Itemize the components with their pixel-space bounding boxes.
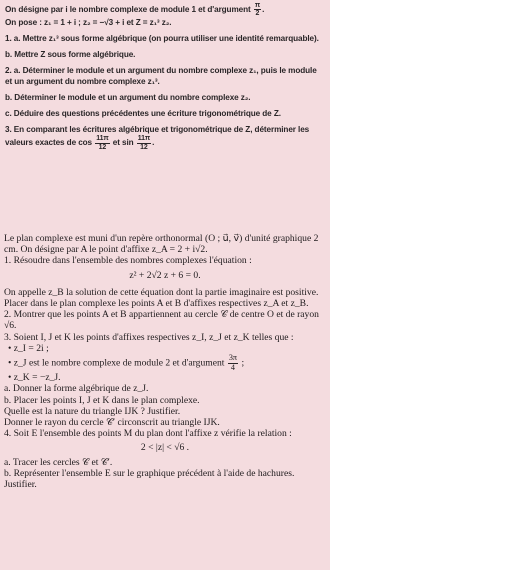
ex2-equation: z² + 2√2 z + 6 = 0. [129, 269, 201, 281]
ex1-q2c: c. Déduire des questions précédentes une écriture trigonométrique de Z. [5, 108, 281, 118]
ex2-zI: • z_I = 2i ; [8, 342, 49, 354]
ex1-q3-text: 3. En comparant les écritures algébrique et trigonométrique de Z, déterminer les valeurs exactes de cos [5, 124, 310, 148]
ex1-q1b: b. Mettre Z sous forme algébrique. [5, 49, 136, 59]
ex1-q3 [5, 125, 323, 151]
fraction-pi-over-2 [254, 2, 261, 18]
frac-den: 12 [140, 143, 148, 151]
ex1-line-1-tail: . [262, 4, 265, 14]
exercise-1 [5, 2, 323, 157]
exercise-2 [4, 233, 326, 490]
ex2-q3b-nature: Quelle est la nature du triangle IJK ? Justifier. [4, 405, 181, 417]
ex2-q4c: Justifier. [4, 478, 37, 490]
ex2-call: On appelle z_B la solution de cette équation dont la partie imaginaire est positive. [4, 286, 319, 298]
ex2-q3: 3. Soient I, J et K les points d'affixes respectives z_I, z_J et z_K telles que : [4, 331, 294, 343]
ex2-q4: 4. Soit E l'ensemble des points M du plan dont l'affixe z vérifie la relation : [4, 428, 292, 440]
ex2-q4b: b. Représenter l'ensemble E sur le graphique précédent à l'aide de hachures. [4, 467, 295, 479]
ex2-q3b: b. Placer les points I, J et K dans le plan complexe. [4, 394, 200, 406]
fraction-3pi-over-4 [228, 354, 238, 372]
frac-num: 3π [228, 353, 238, 363]
ex1-q3-tail: . [152, 138, 155, 148]
frac-num: π [254, 2, 261, 9]
ex2-intro: Le plan complexe est muni d'un repère orthonormal (O ; u⃗, v⃗) d'unité graphique 2 cm. On désigne par A le point d'affixe z_A = 2 + i√2. [4, 233, 319, 256]
ex2-q3b-radius: Donner le rayon du cercle 𝒞′ circonscrit au triangle IJK. [4, 416, 220, 428]
ex2-q4-inequality: 2 < |z| < √6 . [140, 442, 190, 454]
ex2-q1: 1. Résoudre dans l'ensemble des nombres complexes l'équation : [4, 255, 252, 267]
ex1-line-2: On pose : z₁ = 1 + i ; z₂ = −√3 + i et Z = z₁³ z₂. [5, 17, 172, 27]
ex1-q1a: 1. a. Mettre z₁³ sous forme algébrique (on pourra utiliser une identité remarquable). [5, 33, 319, 43]
frac-den: 4 [230, 362, 235, 372]
frac-den: 12 [98, 143, 107, 151]
frac-den: 2 [255, 10, 260, 18]
ex2-zJ-tail: ; [239, 357, 245, 369]
ex2-zK: • z_K = −z_J. [8, 372, 61, 384]
fraction-11pi-over-12-b [137, 135, 151, 151]
frac-num: 11π [137, 135, 151, 143]
fraction-11pi-over-12 [95, 135, 109, 151]
ex1-q2a: 2. a. Déterminer le module et un argument du nombre complexe z₁, puis le module et un argument du nombre complexe z₁³. [5, 65, 317, 86]
ex1-line-1-text: On désigne par i le nombre complexe de module 1 et d'argument [5, 4, 253, 14]
ex1-q3-mid: et sin [110, 138, 136, 148]
ex2-q2: 2. Montrer que les points A et B appartiennent au cercle 𝒞 de centre O et de rayon √6. [4, 309, 319, 332]
ex2-zJ-text: • z_J est le nombre complexe de module 2 et d'argument [8, 357, 227, 369]
ex1-line-1 [5, 2, 323, 18]
ex2-q4a: a. Tracer les cercles 𝒞 et 𝒞′. [4, 456, 113, 468]
ex2-place: Placer dans le plan complexe les points A et B d'affixes respectives z_A et z_B. [4, 298, 309, 310]
ex2-zJ [4, 354, 326, 372]
ex2-q3a: a. Donner la forme algébrique de z_J. [4, 383, 149, 395]
ex1-q2b: b. Déterminer le module et un argument du nombre complexe z₂. [5, 92, 251, 102]
frac-num: 11π [96, 135, 109, 143]
